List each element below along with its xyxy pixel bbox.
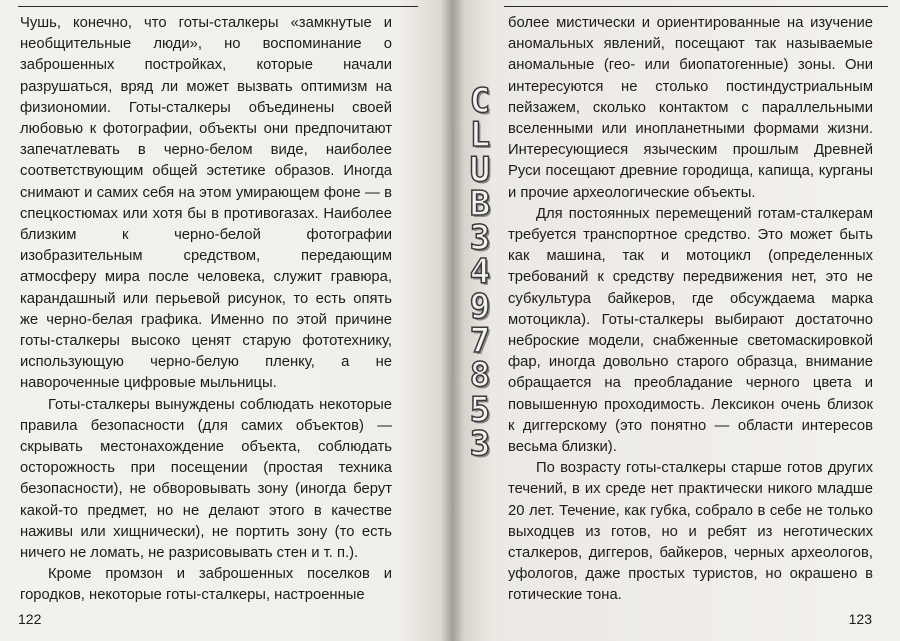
page-number-left: 122 xyxy=(18,611,42,627)
watermark-char: 9 xyxy=(469,286,491,327)
top-rule-right xyxy=(504,6,888,7)
watermark-char: 5 xyxy=(469,389,491,430)
watermark-char: 8 xyxy=(469,355,491,396)
top-rule-left xyxy=(18,6,418,7)
watermark-char: 7 xyxy=(469,321,491,362)
left-page-text xyxy=(20,13,392,607)
watermark-char: 4 xyxy=(469,252,491,293)
watermark-char: U xyxy=(469,149,491,190)
watermark-char: L xyxy=(469,115,491,156)
paragraph: более мистически и ориентированные на изучение аномальных явлений, посещают так называемые аномальные (гео- или биопатогенные) зоны. Они интересуются не столько постиндустриальным пейзажем, сколько контактом с параллельными вселенными или инопланетными формами жизни. Интересующиеся языческим прошлым Древней Руси посещают древние городища, капища, курганы и прочие археологические объекты. xyxy=(508,15,873,201)
paragraph: Готы-сталкеры вынуждены соблюдать некоторые правила безопасности (для самих объектов) — скрывать местонахождение объекта, соблюдать осторожность при посещении (простая техника безопасности), не обворовывать зону (иногда берут какой-то предмет, но не делают этого в качестве наживы или хищнически), не портить зону (то есть ничего не ломать, не разрисовывать стен и т. п.). xyxy=(20,396,392,562)
watermark-char: B xyxy=(469,183,491,224)
paragraph: Чушь, конечно, что готы-сталкеры «замкнутые и необщительные люди», но воспоминание о заброшенных постройках, которые начали разрушаться, вряд ли может вызвать оптимизм на физиономии. Готы-сталкеры объединены своей любовью к фотографии, объекты они предпочитают запечатлевать в черно-белом виде, наиболее соответствующим общей эстетике образов. Иногда снимают и самих себя на этом умирающем фоне — в спецкостюмах или хотя бы в противогазах. Наиболее близким к черно-белой фотографии изобразительным средством, передающим атмосферу мира после человека, служит гравюра, карандашный или перьевой рисунок, то есть опять же черно-белая графика. Именно по этой причине готы-сталкеры высоко ценят старую фототехнику, использующую черно-белую пленку, а не навороченные цифровые мыльницы. xyxy=(20,15,392,392)
club-watermark xyxy=(458,81,502,464)
watermark-char: 3 xyxy=(469,218,491,259)
watermark-char: 3 xyxy=(469,423,491,464)
page-number-right: 123 xyxy=(848,611,872,627)
paragraph: Кроме промзон и заброшенных поселков и городков, некоторые готы-сталкеры, настроенные xyxy=(20,566,392,604)
paragraph: Для постоянных перемещений готам-сталкерам требуется транспортное средство. Это может быть как машина, так и мотоцикл (определенных требований к средству передвижения нет, это не субкультура байкеров, где обсуждаема марка мотоцикла). Готы-сталкеры выбирают достаточно неброские модели, снабженные светомаскировкой фар, иногда довольно старого образца, внимание обращается на преобладание черного цвета и повышенную проходимость. Лексикон очень близок к диггерскому (это понятно — области интересов весьма близки). xyxy=(508,205,873,456)
paragraph: По возрасту готы-сталкеры старше готов других течений, в их среде нет практически никого младше 20 лет. Течение, как губка, собрало в себе не только выходцев из готов, но и ребят из неготических сталкеров, диггеров, байкеров, черных археологов, уфологов, даже простых туристов, но окрашено в готические тона. xyxy=(508,460,873,604)
watermark-char: C xyxy=(469,81,491,121)
right-page-text xyxy=(508,13,873,607)
right-page xyxy=(452,0,900,641)
